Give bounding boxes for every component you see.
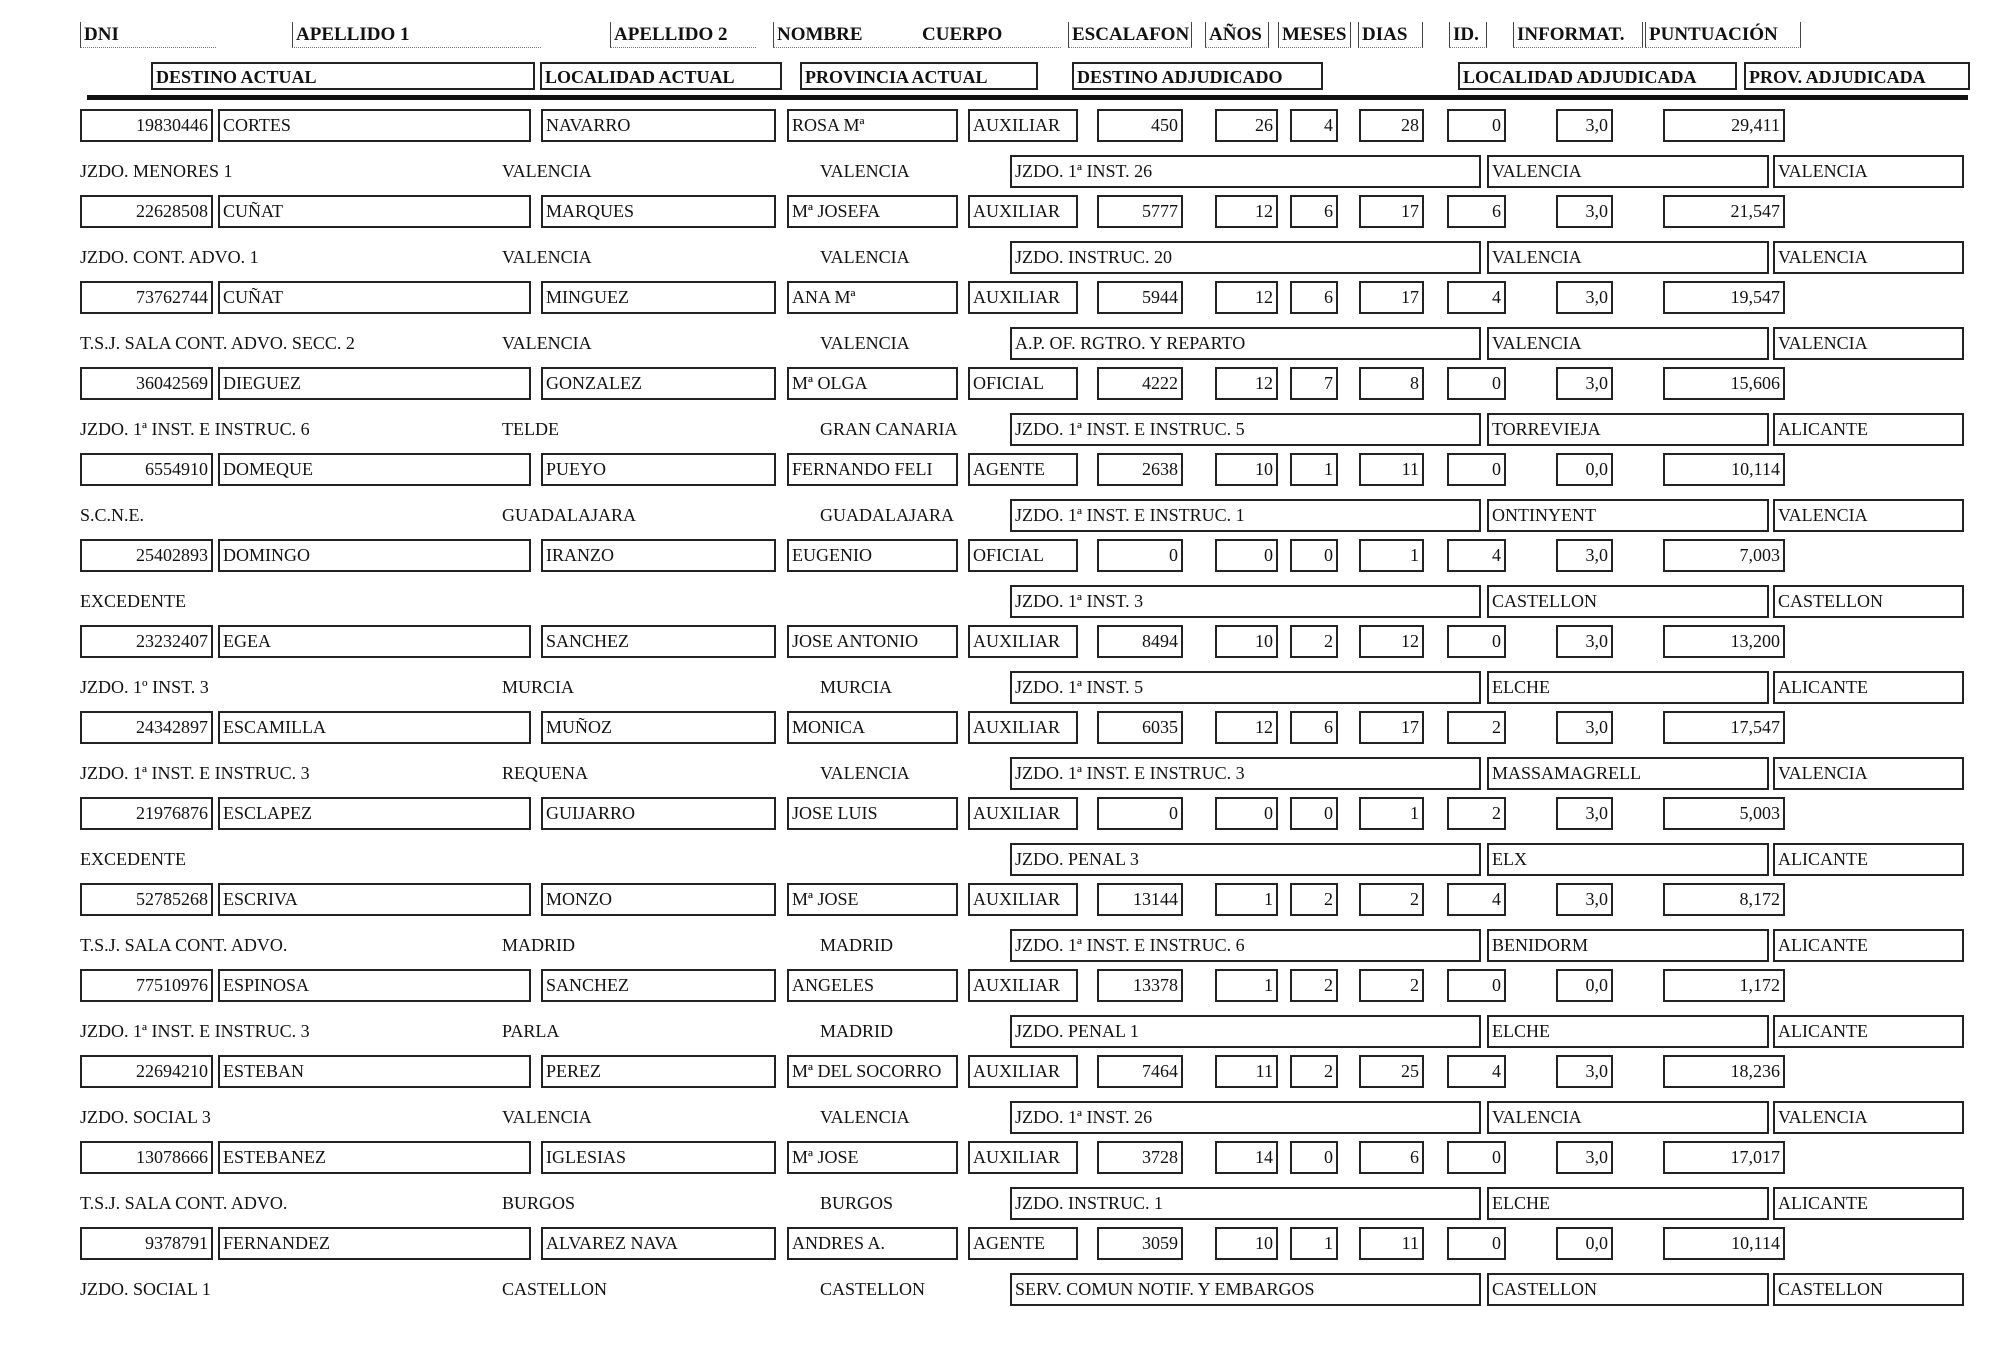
cell-cuerpo: OFICIAL <box>968 539 1078 572</box>
cell-informat: 3,0 <box>1556 625 1613 658</box>
cell-destino-adjudicado: JZDO. 1ª INST. 5 <box>1010 671 1481 704</box>
cell-apellido2: NAVARRO <box>541 109 776 142</box>
cell-apellido2: PUEYO <box>541 453 776 486</box>
cell-localidad-adjudicada: VALENCIA <box>1487 327 1769 360</box>
cell-localidad-actual: GUADALAJARA <box>502 505 636 525</box>
cell-nombre: EUGENIO <box>787 539 958 572</box>
cell-meses: 2 <box>1290 625 1338 658</box>
cell-id: 0 <box>1447 453 1506 486</box>
cell-destino-adjudicado: JZDO. 1ª INST. E INSTRUC. 6 <box>1010 929 1481 962</box>
cell-id: 0 <box>1447 969 1506 1002</box>
cell-nombre: ANDRES A. <box>787 1227 958 1260</box>
cell-nombre: JOSE LUIS <box>787 797 958 830</box>
cell-destino-adjudicado: JZDO. 1ª INST. E INSTRUC. 1 <box>1010 499 1481 532</box>
cell-nombre: ANGELES <box>787 969 958 1002</box>
cell-localidad-adjudicada: ELX <box>1487 843 1769 876</box>
cell-nombre: Mª JOSE <box>787 1141 958 1174</box>
cell-destino-adjudicado: JZDO. 1ª INST. E INSTRUC. 5 <box>1010 413 1481 446</box>
cell-dias: 28 <box>1359 109 1424 142</box>
cell-dias: 6 <box>1359 1141 1424 1174</box>
cell-apellido1: DOMINGO <box>218 539 531 572</box>
cell-provincia-actual: GUADALAJARA <box>820 505 954 525</box>
cell-apellido1: ESPINOSA <box>218 969 531 1002</box>
cell-informat: 3,0 <box>1556 1141 1613 1174</box>
cell-escalafon: 0 <box>1097 539 1183 572</box>
cell-destino-adjudicado: JZDO. PENAL 3 <box>1010 843 1481 876</box>
column-header-apellido-2: APELLIDO 2 <box>610 22 756 48</box>
cell-cuerpo: AGENTE <box>968 1227 1078 1260</box>
cell-apellido1: DIEGUEZ <box>218 367 531 400</box>
cell-nombre: ANA Mª <box>787 281 958 314</box>
cell-apellido2: ALVAREZ NAVA <box>541 1227 776 1260</box>
cell-localidad-adjudicada: ONTINYENT <box>1487 499 1769 532</box>
cell-apellido1: EGEA <box>218 625 531 658</box>
cell-apellido2: GUIJARRO <box>541 797 776 830</box>
cell-provincia-actual: VALENCIA <box>820 1107 910 1127</box>
cell-localidad-actual: TELDE <box>502 419 559 439</box>
cell-apellido1: CORTES <box>218 109 531 142</box>
cell-apellido1: DOMEQUE <box>218 453 531 486</box>
cell-destino-actual: S.C.N.E. <box>80 505 145 525</box>
cell-dias: 17 <box>1359 711 1424 744</box>
column-header-dni: DNI <box>80 22 216 48</box>
cell-apellido2: SANCHEZ <box>541 969 776 1002</box>
column-header-puntuacion: PUNTUACIÓN <box>1645 22 1801 48</box>
cell-puntuacion: 13,200 <box>1663 625 1785 658</box>
cell-dni: 19830446 <box>80 109 213 142</box>
cell-cuerpo: AUXILIAR <box>968 625 1078 658</box>
cell-nombre: Mª JOSEFA <box>787 195 958 228</box>
cell-escalafon: 2638 <box>1097 453 1183 486</box>
cell-prov-adjudicada: ALICANTE <box>1773 1187 1964 1220</box>
cell-apellido2: PEREZ <box>541 1055 776 1088</box>
cell-anos: 14 <box>1215 1141 1278 1174</box>
cell-informat: 3,0 <box>1556 109 1613 142</box>
cell-destino-actual: JZDO. 1ª INST. E INSTRUC. 3 <box>80 763 310 783</box>
cell-puntuacion: 17,547 <box>1663 711 1785 744</box>
cell-provincia-actual: VALENCIA <box>820 247 910 267</box>
cell-dni: 24342897 <box>80 711 213 744</box>
cell-localidad-actual: CASTELLON <box>502 1279 607 1299</box>
cell-anos: 12 <box>1215 281 1278 314</box>
cell-localidad-actual: MURCIA <box>502 677 575 697</box>
cell-cuerpo: AUXILIAR <box>968 1055 1078 1088</box>
cell-dias: 1 <box>1359 539 1424 572</box>
cell-escalafon: 7464 <box>1097 1055 1183 1088</box>
cell-id: 4 <box>1447 281 1506 314</box>
column-header-nombre: NOMBRE <box>773 22 919 48</box>
cell-cuerpo: AGENTE <box>968 453 1078 486</box>
cell-nombre: Mª DEL SOCORRO <box>787 1055 958 1088</box>
column-header-provincia-actual: PROVINCIA ACTUAL <box>800 62 1038 90</box>
cell-localidad-adjudicada: ELCHE <box>1487 671 1769 704</box>
column-header-localidad-adjudicada: LOCALIDAD ADJUDICADA <box>1458 62 1737 90</box>
cell-provincia-actual: VALENCIA <box>820 763 910 783</box>
cell-puntuacion: 10,114 <box>1663 1227 1785 1260</box>
cell-provincia-actual: MADRID <box>820 1021 894 1041</box>
cell-puntuacion: 21,547 <box>1663 195 1785 228</box>
cell-cuerpo: AUXILIAR <box>968 1141 1078 1174</box>
cell-escalafon: 13378 <box>1097 969 1183 1002</box>
cell-apellido2: IRANZO <box>541 539 776 572</box>
cell-escalafon: 3728 <box>1097 1141 1183 1174</box>
cell-destino-actual: EXCEDENTE <box>80 591 186 611</box>
cell-apellido2: MONZO <box>541 883 776 916</box>
cell-apellido2: MARQUES <box>541 195 776 228</box>
cell-localidad-actual: VALENCIA <box>502 333 592 353</box>
cell-meses: 1 <box>1290 1227 1338 1260</box>
cell-id: 2 <box>1447 711 1506 744</box>
cell-destino-actual: JZDO. 1ª INST. E INSTRUC. 6 <box>80 419 310 439</box>
cell-prov-adjudicada: CASTELLON <box>1773 1273 1964 1306</box>
cell-apellido1: ESTEBANEZ <box>218 1141 531 1174</box>
cell-puntuacion: 1,172 <box>1663 969 1785 1002</box>
cell-cuerpo: AUXILIAR <box>968 711 1078 744</box>
cell-escalafon: 5944 <box>1097 281 1183 314</box>
cell-escalafon: 8494 <box>1097 625 1183 658</box>
column-header-cuerpo: CUERPO <box>919 22 1061 48</box>
cell-informat: 0,0 <box>1556 969 1613 1002</box>
cell-destino-actual: JZDO. SOCIAL 3 <box>80 1107 211 1127</box>
cell-anos: 10 <box>1215 1227 1278 1260</box>
cell-dias: 25 <box>1359 1055 1424 1088</box>
cell-dias: 17 <box>1359 281 1424 314</box>
column-header-dias: DIAS <box>1358 22 1423 48</box>
cell-meses: 0 <box>1290 797 1338 830</box>
cell-prov-adjudicada: ALICANTE <box>1773 843 1964 876</box>
cell-dni: 6554910 <box>80 453 213 486</box>
column-header-prov-adjudicada: PROV. ADJUDICADA <box>1744 62 1970 90</box>
cell-escalafon: 0 <box>1097 797 1183 830</box>
cell-localidad-adjudicada: VALENCIA <box>1487 241 1769 274</box>
cell-dni: 13078666 <box>80 1141 213 1174</box>
cell-destino-actual: JZDO. 1ª INST. E INSTRUC. 3 <box>80 1021 310 1041</box>
cell-provincia-actual: MADRID <box>820 935 894 955</box>
cell-localidad-adjudicada: CASTELLON <box>1487 585 1769 618</box>
cell-apellido2: GONZALEZ <box>541 367 776 400</box>
cell-id: 4 <box>1447 883 1506 916</box>
cell-nombre: MONICA <box>787 711 958 744</box>
cell-informat: 3,0 <box>1556 1055 1613 1088</box>
cell-anos: 26 <box>1215 109 1278 142</box>
column-header-localidad-actual: LOCALIDAD ACTUAL <box>540 62 782 90</box>
cell-destino-actual: T.S.J. SALA CONT. ADVO. <box>80 1193 288 1213</box>
cell-localidad-adjudicada: BENIDORM <box>1487 929 1769 962</box>
cell-id: 0 <box>1447 367 1506 400</box>
cell-localidad-actual: BURGOS <box>502 1193 576 1213</box>
cell-localidad-adjudicada: VALENCIA <box>1487 155 1769 188</box>
cell-escalafon: 4222 <box>1097 367 1183 400</box>
cell-cuerpo: AUXILIAR <box>968 195 1078 228</box>
cell-provincia-actual: GRAN CANARIA <box>820 419 958 439</box>
cell-prov-adjudicada: VALENCIA <box>1773 241 1964 274</box>
cell-dias: 17 <box>1359 195 1424 228</box>
cell-anos: 0 <box>1215 539 1278 572</box>
cell-destino-adjudicado: JZDO. INSTRUC. 1 <box>1010 1187 1481 1220</box>
cell-prov-adjudicada: ALICANTE <box>1773 929 1964 962</box>
cell-destino-adjudicado: A.P. OF. RGTRO. Y REPARTO <box>1010 327 1481 360</box>
cell-apellido2: SANCHEZ <box>541 625 776 658</box>
cell-anos: 11 <box>1215 1055 1278 1088</box>
cell-anos: 12 <box>1215 711 1278 744</box>
cell-apellido1: ESTEBAN <box>218 1055 531 1088</box>
cell-provincia-actual: VALENCIA <box>820 333 910 353</box>
cell-apellido2: MUÑOZ <box>541 711 776 744</box>
cell-anos: 10 <box>1215 625 1278 658</box>
cell-prov-adjudicada: VALENCIA <box>1773 757 1964 790</box>
cell-meses: 4 <box>1290 109 1338 142</box>
cell-meses: 6 <box>1290 711 1338 744</box>
cell-apellido1: ESCRIVA <box>218 883 531 916</box>
cell-dias: 1 <box>1359 797 1424 830</box>
cell-meses: 1 <box>1290 453 1338 486</box>
cell-destino-actual: EXCEDENTE <box>80 849 186 869</box>
cell-meses: 2 <box>1290 883 1338 916</box>
cell-meses: 0 <box>1290 539 1338 572</box>
cell-localidad-actual: VALENCIA <box>502 1107 592 1127</box>
header-divider <box>87 95 1968 100</box>
cell-puntuacion: 15,606 <box>1663 367 1785 400</box>
cell-destino-adjudicado: JZDO. 1ª INST. 26 <box>1010 1101 1481 1134</box>
cell-apellido1: FERNANDEZ <box>218 1227 531 1260</box>
cell-localidad-adjudicada: VALENCIA <box>1487 1101 1769 1134</box>
cell-dni: 22694210 <box>80 1055 213 1088</box>
cell-apellido1: CUÑAT <box>218 281 531 314</box>
cell-apellido2: MINGUEZ <box>541 281 776 314</box>
cell-destino-adjudicado: JZDO. PENAL 1 <box>1010 1015 1481 1048</box>
cell-puntuacion: 17,017 <box>1663 1141 1785 1174</box>
cell-id: 4 <box>1447 539 1506 572</box>
cell-id: 0 <box>1447 109 1506 142</box>
cell-anos: 12 <box>1215 195 1278 228</box>
cell-informat: 3,0 <box>1556 281 1613 314</box>
cell-anos: 12 <box>1215 367 1278 400</box>
cell-puntuacion: 19,547 <box>1663 281 1785 314</box>
cell-dias: 11 <box>1359 1227 1424 1260</box>
cell-dni: 36042569 <box>80 367 213 400</box>
cell-dni: 77510976 <box>80 969 213 1002</box>
cell-localidad-adjudicada: TORREVIEJA <box>1487 413 1769 446</box>
cell-informat: 0,0 <box>1556 1227 1613 1260</box>
column-header-anos: AÑOS <box>1205 22 1269 48</box>
cell-localidad-adjudicada: ELCHE <box>1487 1015 1769 1048</box>
cell-meses: 6 <box>1290 281 1338 314</box>
cell-meses: 2 <box>1290 1055 1338 1088</box>
cell-destino-actual: JZDO. SOCIAL 1 <box>80 1279 211 1299</box>
cell-localidad-actual: MADRID <box>502 935 576 955</box>
cell-puntuacion: 18,236 <box>1663 1055 1785 1088</box>
cell-prov-adjudicada: ALICANTE <box>1773 1015 1964 1048</box>
cell-apellido1: CUÑAT <box>218 195 531 228</box>
cell-dias: 8 <box>1359 367 1424 400</box>
cell-informat: 0,0 <box>1556 453 1613 486</box>
column-header-escalafon: ESCALAFON <box>1068 22 1192 48</box>
cell-cuerpo: OFICIAL <box>968 367 1078 400</box>
cell-dni: 21976876 <box>80 797 213 830</box>
cell-informat: 3,0 <box>1556 711 1613 744</box>
cell-escalafon: 3059 <box>1097 1227 1183 1260</box>
cell-dias: 11 <box>1359 453 1424 486</box>
cell-destino-adjudicado: SERV. COMUN NOTIF. Y EMBARGOS <box>1010 1273 1481 1306</box>
cell-anos: 0 <box>1215 797 1278 830</box>
cell-dni: 73762744 <box>80 281 213 314</box>
cell-id: 4 <box>1447 1055 1506 1088</box>
cell-anos: 1 <box>1215 969 1278 1002</box>
cell-id: 0 <box>1447 1141 1506 1174</box>
cell-prov-adjudicada: CASTELLON <box>1773 585 1964 618</box>
cell-localidad-actual: VALENCIA <box>502 247 592 267</box>
cell-dni: 52785268 <box>80 883 213 916</box>
column-header-id: ID. <box>1449 22 1487 48</box>
cell-nombre: JOSE ANTONIO <box>787 625 958 658</box>
cell-dni: 23232407 <box>80 625 213 658</box>
cell-dni: 9378791 <box>80 1227 213 1260</box>
cell-prov-adjudicada: VALENCIA <box>1773 1101 1964 1134</box>
cell-escalafon: 5777 <box>1097 195 1183 228</box>
cell-dni: 25402893 <box>80 539 213 572</box>
cell-cuerpo: AUXILIAR <box>968 797 1078 830</box>
cell-localidad-actual: REQUENA <box>502 763 588 783</box>
cell-provincia-actual: VALENCIA <box>820 161 910 181</box>
cell-id: 0 <box>1447 625 1506 658</box>
cell-puntuacion: 10,114 <box>1663 453 1785 486</box>
cell-informat: 3,0 <box>1556 195 1613 228</box>
cell-id: 2 <box>1447 797 1506 830</box>
cell-id: 0 <box>1447 1227 1506 1260</box>
column-header-destino-actual: DESTINO ACTUAL <box>151 62 535 90</box>
cell-puntuacion: 8,172 <box>1663 883 1785 916</box>
column-header-meses: MESES <box>1278 22 1351 48</box>
cell-prov-adjudicada: ALICANTE <box>1773 671 1964 704</box>
cell-prov-adjudicada: VALENCIA <box>1773 155 1964 188</box>
cell-cuerpo: AUXILIAR <box>968 281 1078 314</box>
cell-destino-actual: JZDO. MENORES 1 <box>80 161 233 181</box>
cell-dni: 22628508 <box>80 195 213 228</box>
column-header-informat: INFORMAT. <box>1513 22 1643 48</box>
cell-destino-actual: JZDO. CONT. ADVO. 1 <box>80 247 259 267</box>
cell-provincia-actual: MURCIA <box>820 677 893 697</box>
cell-puntuacion: 5,003 <box>1663 797 1785 830</box>
cell-nombre: ROSA Mª <box>787 109 958 142</box>
cell-meses: 7 <box>1290 367 1338 400</box>
cell-apellido1: ESCAMILLA <box>218 711 531 744</box>
cell-prov-adjudicada: VALENCIA <box>1773 499 1964 532</box>
cell-dias: 2 <box>1359 883 1424 916</box>
cell-escalafon: 6035 <box>1097 711 1183 744</box>
cell-destino-adjudicado: JZDO. 1ª INST. 26 <box>1010 155 1481 188</box>
cell-informat: 3,0 <box>1556 539 1613 572</box>
column-header-apellido-1: APELLIDO 1 <box>292 22 541 48</box>
cell-cuerpo: AUXILIAR <box>968 109 1078 142</box>
cell-meses: 0 <box>1290 1141 1338 1174</box>
cell-escalafon: 450 <box>1097 109 1183 142</box>
cell-prov-adjudicada: VALENCIA <box>1773 327 1964 360</box>
cell-puntuacion: 29,411 <box>1663 109 1785 142</box>
cell-cuerpo: AUXILIAR <box>968 883 1078 916</box>
cell-informat: 3,0 <box>1556 883 1613 916</box>
cell-provincia-actual: CASTELLON <box>820 1279 925 1299</box>
cell-nombre: Mª JOSE <box>787 883 958 916</box>
cell-provincia-actual: BURGOS <box>820 1193 894 1213</box>
cell-apellido2: IGLESIAS <box>541 1141 776 1174</box>
cell-destino-adjudicado: JZDO. 1ª INST. E INSTRUC. 3 <box>1010 757 1481 790</box>
cell-puntuacion: 7,003 <box>1663 539 1785 572</box>
cell-informat: 3,0 <box>1556 367 1613 400</box>
cell-destino-adjudicado: JZDO. 1ª INST. 3 <box>1010 585 1481 618</box>
cell-prov-adjudicada: ALICANTE <box>1773 413 1964 446</box>
cell-localidad-adjudicada: ELCHE <box>1487 1187 1769 1220</box>
cell-anos: 1 <box>1215 883 1278 916</box>
cell-meses: 6 <box>1290 195 1338 228</box>
cell-destino-actual: JZDO. 1º INST. 3 <box>80 677 209 697</box>
cell-informat: 3,0 <box>1556 797 1613 830</box>
cell-dias: 2 <box>1359 969 1424 1002</box>
cell-localidad-actual: PARLA <box>502 1021 560 1041</box>
cell-destino-actual: T.S.J. SALA CONT. ADVO. SECC. 2 <box>80 333 355 353</box>
cell-apellido1: ESCLAPEZ <box>218 797 531 830</box>
cell-destino-actual: T.S.J. SALA CONT. ADVO. <box>80 935 288 955</box>
column-header-destino-adjudicado: DESTINO ADJUDICADO <box>1072 62 1323 90</box>
cell-localidad-actual: VALENCIA <box>502 161 592 181</box>
cell-id: 6 <box>1447 195 1506 228</box>
cell-nombre: Mª OLGA <box>787 367 958 400</box>
cell-dias: 12 <box>1359 625 1424 658</box>
cell-anos: 10 <box>1215 453 1278 486</box>
cell-escalafon: 13144 <box>1097 883 1183 916</box>
cell-cuerpo: AUXILIAR <box>968 969 1078 1002</box>
cell-meses: 2 <box>1290 969 1338 1002</box>
cell-localidad-adjudicada: CASTELLON <box>1487 1273 1769 1306</box>
cell-destino-adjudicado: JZDO. INSTRUC. 20 <box>1010 241 1481 274</box>
cell-nombre: FERNANDO FELI <box>787 453 958 486</box>
cell-localidad-adjudicada: MASSAMAGRELL <box>1487 757 1769 790</box>
